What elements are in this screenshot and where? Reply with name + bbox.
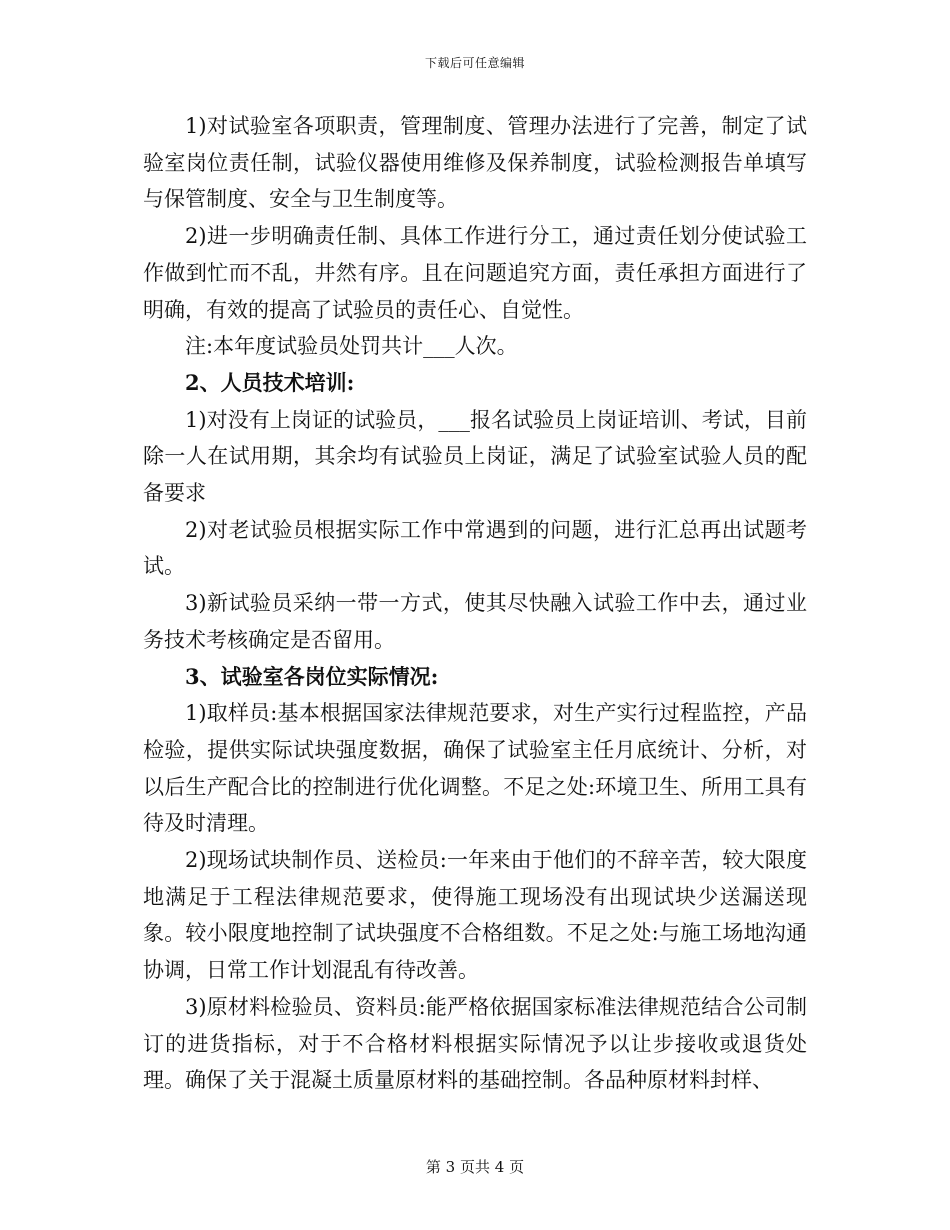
paragraph-position-3: 3)原材料检验员、资料员:能严格依据国家标准法律规范结合公司制订的进货指标，对于不合格材料根据实际情况予以让步接收或退货处理。确保了关于混凝土质量原材料的基础控制。各品种原材料封样、 — [143, 994, 807, 1093]
document-body — [143, 108, 807, 1099]
section-heading-positions: 3、试验室各岗位实际情况: — [185, 663, 439, 689]
paragraph-note: 注:本年度试验员处罚共计___人次。 — [185, 334, 518, 359]
page-header: 下载后可任意编辑 — [424, 56, 525, 70]
paragraph-training-3: 3)新试验员采纳一带一方式，使其尽快融入试验工作中去，通过业务技术考核确定是否留用。 — [143, 591, 807, 652]
paragraph-training-1: 1)对没有上岗证的试验员，___报名试验员上岗证培训、考试，目前除一人在试用期，其余均有试验员上岗证，满足了试验室试验人员的配备要求 — [143, 407, 807, 506]
paragraph-2: 2)进一步明确责任制、具体工作进行分工，通过责任划分使试验工作做到忙而不乱，井然有序。且在问题追究方面，责任承担方面进行了明确，有效的提高了试验员的责任心、自觉性。 — [143, 224, 807, 322]
paragraph-position-1: 1)取样员:基本根据国家法律规范要求，对生产实行过程监控，产品检验，提供实际试块强度数据，确保了试验室主任月底统计、分析，对以后生产配合比的控制进行优化调整。不足之处:环境卫生、所用工具有待及时清理。 — [143, 701, 807, 836]
section-heading-training: 2、人员技术培训: — [185, 369, 355, 395]
paragraph-position-2: 2)现场试块制作员、送检员:一年来由于他们的不辞辛苦，较大限度地满足于工程法律规范要求，使得施工现场没有出现试块少送漏送现象。较小限度地控制了试块强度不合格组数。不足之处:与施工场地沟通协调，日常工作计划混乱有待改善。 — [143, 848, 807, 983]
paragraph-training-2: 2)对老试验员根据实际工作中常遇到的问题，进行汇总再出试题考试。 — [143, 517, 807, 579]
paragraph-1: 1)对试验室各项职责，管理制度、管理办法进行了完善，制定了试验室岗位责任制，试验仪器使用维修及保养制度，试验检测报告单填写与保管制度、安全与卫生制度等。 — [143, 114, 807, 212]
page-footer: 第 3 页共 4 页 — [425, 1158, 525, 1176]
